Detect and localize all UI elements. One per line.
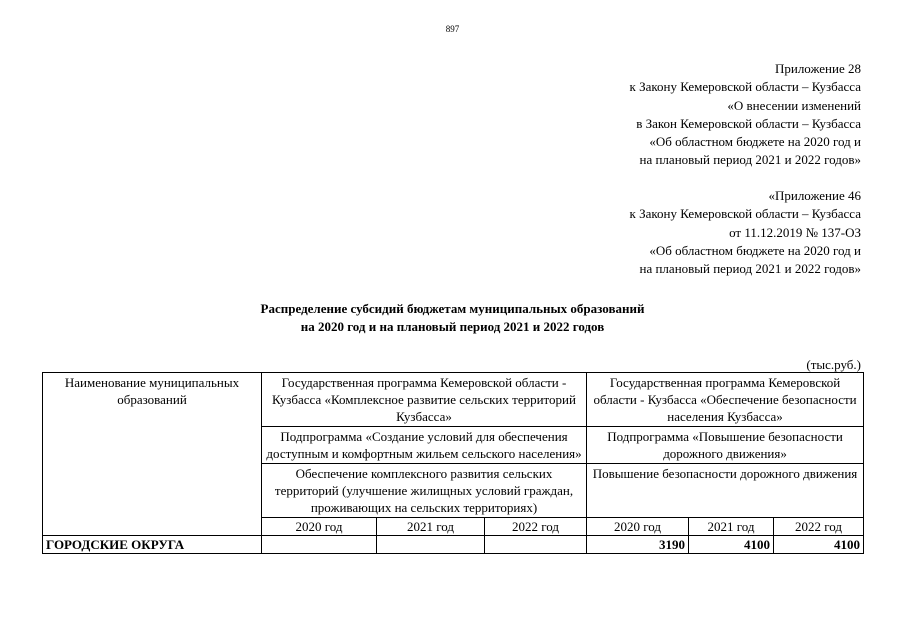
- program2-header: Государственная программа Кемеровской области - Кузбасса «Обеспечение безопасности населения Кузбасса»: [587, 373, 864, 427]
- page-number: 897: [445, 24, 460, 34]
- appendix-line: на плановый период 2021 и 2022 годов»: [639, 152, 861, 168]
- appendix-line: на плановый период 2021 и 2022 годов»: [639, 261, 861, 277]
- table-row: [43, 536, 864, 554]
- year-header: 2022 год: [774, 518, 864, 536]
- appendix-line: «О внесении изменений: [727, 97, 861, 113]
- table-cell: 3190: [587, 536, 689, 554]
- title-line-2: на 2020 год и на плановый период 2021 и 2022 годов: [300, 319, 605, 334]
- program1-header: Государственная программа Кемеровской области - Кузбасса «Комплексное развитие сельских территорий Кузбасса»: [262, 373, 587, 427]
- appendix-line: «Приложение 46: [768, 188, 861, 203]
- table-cell: [262, 536, 377, 554]
- appendix-line: «Об областном бюджете на 2020 год и: [649, 242, 861, 258]
- appendix-line: к Закону Кемеровской области – Кузбасса: [629, 79, 861, 95]
- year-header: 2021 год: [689, 518, 774, 536]
- header-row-program: [43, 373, 864, 427]
- program1-measure: Обеспечение комплексного развития сельских территорий (улучшение жилищных условий граждан, проживающих на сельских территориях): [262, 464, 587, 518]
- table-cell: [485, 536, 587, 554]
- table-cell: 4100: [689, 536, 774, 554]
- year-header: 2020 год: [262, 518, 377, 536]
- year-header: 2020 год: [587, 518, 689, 536]
- year-header: 2022 год: [485, 518, 587, 536]
- appendix-line: от 11.12.2019 № 137-ОЗ: [729, 224, 861, 240]
- year-header: 2021 год: [377, 518, 485, 536]
- appendix-line: к Закону Кемеровской области – Кузбасса: [629, 206, 861, 222]
- document-title: [0, 300, 905, 336]
- subsidy-table: [42, 372, 864, 554]
- program1-subprogram: Подпрограмма «Создание условий для обеспечения доступным и комфортным жильем сельского населения»: [262, 427, 587, 464]
- name-column-header: Наименование муниципальных образований: [43, 373, 262, 536]
- appendix-line: Приложение 28: [774, 61, 861, 76]
- appendix-line: в Закон Кемеровской области – Кузбасса: [636, 115, 861, 131]
- program2-subprogram: Подпрограмма «Повышение безопасности дорожного движения»: [587, 427, 864, 464]
- appendix-line: «Об областном бюджете на 2020 год и: [649, 134, 861, 150]
- row-label: ГОРОДСКИЕ ОКРУГА: [43, 536, 262, 554]
- title-line-1: Распределение субсидий бюджетам муниципальных образований: [260, 301, 645, 316]
- table-cell: 4100: [774, 536, 864, 554]
- appendix-current-header: [541, 60, 861, 170]
- program2-measure: Повышение безопасности дорожного движения: [587, 464, 864, 518]
- units-label: (тыс.руб.): [806, 357, 861, 372]
- table-cell: [377, 536, 485, 554]
- appendix-original-header: [541, 187, 861, 278]
